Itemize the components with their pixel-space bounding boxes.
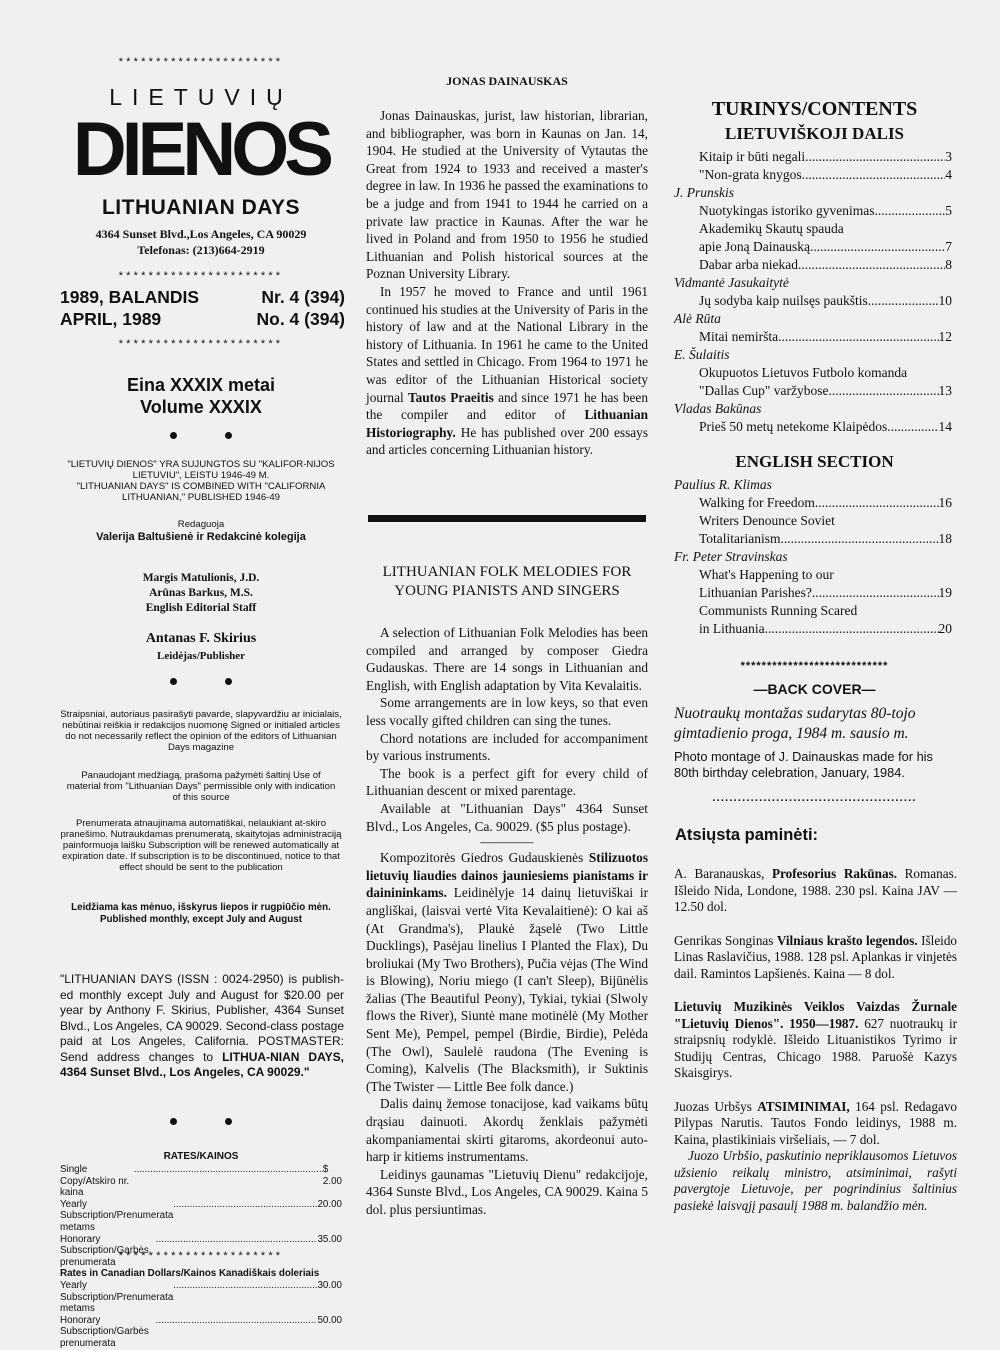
toc-entry bbox=[674, 418, 952, 436]
rate-row: Yearly Subscription/Prenumerata metams ..... 20.00 bbox=[60, 1199, 342, 1234]
issn-text: "LITHUANIAN DAYS (ISSN : 0024-2950) is publish-ed monthly except July and August for $20.00 per year by Anthony F. Skirius, Publisher, 4364 Sunset Blvd., Los Angeles, CA 90029. Second-class postage paid at Los Angeles, California. POSTMASTER: Send address changes to bbox=[60, 972, 344, 1064]
back-cover-lt: Nuotraukų montažas sudarytas 80-tojo gimtadienio proga, 1984 m. sausio m. bbox=[674, 705, 916, 742]
toc-entry bbox=[674, 530, 952, 548]
toc-leader-dots bbox=[781, 530, 939, 548]
issue-block bbox=[60, 286, 345, 330]
toc-entry-title: in Lithuania bbox=[699, 621, 765, 636]
toc-author: Vladas Bakūnas bbox=[674, 401, 762, 416]
toc-leader-dots bbox=[829, 382, 939, 400]
toc-leader-dots bbox=[887, 418, 938, 436]
toc-leader-dots bbox=[875, 202, 946, 220]
toc-entry-title: "Non-grata knygos bbox=[699, 167, 802, 182]
toc-page-number: 10 bbox=[938, 293, 952, 308]
toc-author: E. Šulaitis bbox=[674, 347, 730, 362]
toc-lt-list bbox=[674, 148, 952, 436]
toc-page-number: 16 bbox=[938, 495, 952, 510]
book-entry-quote: Juozo Urbšio, paskutinio nepriklausomos Lietuvos užsienio reikalų ministro, atsiminimai, rašyti pavergtoje Lietuvoje, per pogrindinius šaltinius pasiekė laisvąjį pasaulį 1988 m. balandžio mėn. bbox=[674, 1148, 957, 1213]
toc-entry bbox=[674, 602, 952, 620]
toc-entry bbox=[674, 364, 952, 382]
publisher-role: Leidėjas/Publisher bbox=[156, 650, 245, 662]
journal-name: Tautos Praeitis bbox=[407, 389, 494, 405]
toc-entry bbox=[674, 584, 952, 602]
toc-page-number: 7 bbox=[945, 239, 952, 254]
toc-entry-title: Kitaip ir būti negali bbox=[699, 149, 806, 164]
issue-en-date: APRIL, 1989 bbox=[60, 309, 162, 329]
toc-page-number: 3 bbox=[945, 149, 952, 164]
toc-page-number: 18 bbox=[938, 531, 952, 546]
book-entry: Lietuvių Muzikinės Veiklos Vaizdas Žurnale "Lietuvių Dienos". 1950—1987. 627 nuotraukų ir straipsnių rodyklė. Išleido Lituanistikos Tyrimo ir Studijų Centras, Chicago 1988. Paruošė Kazys Skaisgirys. bbox=[674, 999, 958, 1080]
toc-entry-title: apie Joną Dainauską bbox=[699, 239, 810, 254]
toc-author: Alė Rūta bbox=[674, 311, 721, 326]
article1-paragraph: In 1957 he moved to France and until 1961 continued his studies at the University of Paris in the history of law and at the National Library in the history of Lithuania. In 1961 he came to the United States and settled in Chicago. From 1964 to 1971 he was editor of the Lithuanian Historical society journal Tautos Praeitis and since 1971 he has been the compiler and editor of Lithuanian Historiography. He has published over 200 essays and articles concerning Lithuanian history. bbox=[366, 283, 649, 458]
staff-member: Arūnas Barkus, M.S. bbox=[149, 587, 253, 599]
issn-statement bbox=[60, 972, 344, 1081]
article1-paragraph: Jonas Dainauskas, jurist, law historian, librarian, and bibliographer, was born in Kaunas on Jan. 14, 1904. He studied at the University of Vytautas the Great from 1924 to 1933 and received a master's degree in law. In 1936 he passed the examinations to be a judge and from 1941 to 1944 he carried on a private law practice in Kaunas. After the war he lived in Poland and from 1950 to 1956 he studied Lithuanian and Polish historical sources at the Poznan University Library. bbox=[366, 108, 648, 282]
toc-entry-title: What's Happening to our bbox=[699, 567, 834, 582]
toc-page-number: 4 bbox=[945, 167, 952, 182]
toc-leader-dots bbox=[765, 620, 939, 638]
toc-entry bbox=[674, 494, 952, 512]
star-rule-2: ********************** bbox=[118, 270, 284, 282]
rates-title: RATES/KAINOS bbox=[163, 1151, 239, 1162]
toc-page-number: 13 bbox=[938, 383, 952, 398]
issue-lt-date: 1989, BALANDIS bbox=[60, 287, 200, 307]
toc-entry-title: Communists Running Scared bbox=[699, 603, 858, 618]
toc-author: Paulius R. Klimas bbox=[674, 477, 772, 492]
toc-author: Vidmantė Jasukaitytė bbox=[674, 275, 789, 290]
toc-leader-dots bbox=[805, 148, 945, 166]
toc-page-number: 19 bbox=[938, 585, 952, 600]
volume-lt: Eina XXXIX metai bbox=[126, 375, 276, 395]
toc-entry-title: Jų sodyba kaip nuilsęs paukštis bbox=[699, 293, 868, 308]
toc-author: J. Prunskis bbox=[674, 185, 734, 200]
article2-paragraph: Chord notations are included for accompaniment by various instruments. bbox=[366, 730, 648, 764]
toc-lt-section: LIETUVIŠKOJI DALIS bbox=[724, 124, 905, 143]
book-entry: A. Baranauskas, Profesorius Rakūnas. Romanas. Išleido Nida, Londone, 1988. 230 psl. Kaina JAV — 12.50 dol. bbox=[674, 866, 958, 914]
toc-page-number: 8 bbox=[945, 257, 952, 272]
material-note: Panaudojant medžiagą, prašoma pažymėti šaltinį Use of material from "Lithuanian Days" permissible only with indication of this source bbox=[66, 770, 336, 803]
monthly-note bbox=[65, 902, 337, 925]
toc-page-number: 20 bbox=[938, 621, 952, 636]
dot-rule: ................................................ bbox=[712, 792, 917, 804]
toc-entry bbox=[674, 238, 952, 256]
combined-note-lt: "LIETUVIŲ DIENOS" YRA SUJUNGTOS SU "KALIFOR-NIJOS LIETUVIU", LEISTU 1946-49 M. bbox=[67, 459, 335, 481]
article2-lt-paragraph: Kompozitorės Giedros Gudauskienės Stilizuotos lietuvių liaudies dainos jauniesiems pianistams ir dainininkams. Leidinėlyje 14 dainų lietuviškai ir angliškai, (laisvai vertė Vita Kevalaitienė): O kai aš (At Grandma's), Plaukė žąselė (Two Little Ducklings), Pasėjau linelius I Planted the Flax), Du broliukai (My Two Brothers), Pučia vėjas (The Wind is Blowing), Noriu miego (I can't Sleep), Bijūnėlis žalias (The Beautiful Peony), Tykiai, tykiai (Slwoly flows the River), Siuntė mane motinėlė (My Mother Sent Me), Pempel, pempel (Birdie, Birdie), Pelėda (The Owl), Saulelė raudona (The Evening is Coming), Kalvelis (The Blacksmith), ir Suktinis (The Twister — Little Bee folk dance.) bbox=[366, 850, 649, 1094]
rate-row: Honorary Subscription/Garbės prenumerata ..... 35.00 bbox=[60, 1234, 342, 1269]
article2-body bbox=[366, 624, 648, 1219]
toc-author: Fr. Peter Stravinskas bbox=[674, 549, 788, 564]
volume-en: Volume XXXIX bbox=[140, 397, 262, 417]
star-rule-3: ********************** bbox=[118, 338, 284, 350]
toc-entry bbox=[674, 620, 952, 638]
toc-entry-title: Nuotykingas istoriko gyvenimas bbox=[699, 203, 875, 218]
section-separator: ———— bbox=[480, 834, 534, 850]
article2-paragraph: A selection of Lithuanian Folk Melodies has been compiled and arranged by composer Giedra Gudauskas. There are 14 songs in Lithuanian and English, with English adaptation by Vita Kevalaitis. bbox=[366, 625, 648, 693]
volume-block bbox=[55, 374, 347, 418]
toc-entry-title: Lithuanian Parishes? bbox=[699, 585, 812, 600]
toc-page-number: 5 bbox=[945, 203, 952, 218]
back-cover-en: Photo montage of J. Dainauskas made for his 80th birthday celebration, January, 1984. bbox=[674, 749, 933, 780]
article1-body bbox=[366, 107, 648, 459]
toc-entry bbox=[674, 512, 952, 530]
toc-entry-title: Akademikų Skautų spauda bbox=[699, 221, 844, 236]
issue-en-number: No. 4 (394) bbox=[256, 309, 345, 329]
phone: Telefonas: (213)664-2919 bbox=[137, 243, 265, 257]
toc-page-number: 12 bbox=[938, 329, 952, 344]
subscription-note: Prenumerata atnaujinama automatiškai, nelaukiant at-skiro pranešimo. Nutraukdamas prenumeratą, skaitytojas administraciją painformuoja laišku Subscription will be renewed automatically at expiration date. If subscription is to be discontinued, notice to that effect should be sent to the publication bbox=[60, 818, 342, 873]
star-rule-top: ********************** bbox=[118, 56, 284, 68]
article2-paragraph: The book is a perfect gift for every child of Lithuanian descent or mixed parentage. bbox=[366, 765, 648, 799]
toc-entry bbox=[674, 220, 952, 238]
redaguoja-label: Redaguoja bbox=[177, 519, 225, 530]
toc-leader-dots bbox=[802, 166, 946, 184]
combined-note-en: "LITHUANIAN DAYS" IS COMBINED WITH "CALIFORNIA LITHUANIAN," PUBLISHED 1946-49 bbox=[76, 481, 326, 503]
masthead-lietuviu: LIETUVIŲ bbox=[109, 84, 293, 110]
article2-paragraph: Leidinys gaunamas "Lietuvių Dienu" redakcijoje, 4364 Sunste Blvd., Los Angeles, CA 90029. Kaina 5 dol. plus persiuntimas. bbox=[366, 1166, 648, 1217]
toc-entry-title: Totalitarianism bbox=[699, 531, 781, 546]
star-rule-bottom: ********************** bbox=[118, 1250, 284, 1262]
toc-entry-title: Dabar arba niekad bbox=[699, 257, 798, 272]
toc-leader-dots bbox=[812, 584, 939, 602]
toc-entry-title: Okupuotos Lietuvos Futbolo komanda bbox=[699, 365, 908, 380]
toc-entry-title: Walking for Freedom bbox=[699, 495, 815, 510]
article1-title: JONAS DAINAUSKAS bbox=[446, 74, 568, 88]
book-entry: Juozas Urbšys ATSIMINIMAI, 164 psl. Redagavo Pilypas Narutis. Tautos Fondo leidinys, 1988 m. Kaina, plastikiniais viršeliais, — 7 dol. bbox=[674, 1098, 958, 1147]
rates-canada-title: Rates in Canadian Dollars/Kainos Kanadiškais doleriais bbox=[60, 1268, 320, 1280]
rate-row: Yearly Subscription/Prenumerata metams ..... 30.00 bbox=[60, 1280, 342, 1315]
toc-leader-dots bbox=[798, 256, 945, 274]
toc-entry bbox=[674, 256, 952, 274]
staff-role: English Editorial Staff bbox=[145, 602, 257, 614]
toc-entry bbox=[674, 166, 952, 184]
star-rule-backcover: **************************** bbox=[740, 660, 889, 672]
masthead-dienos-logo: DIENOS bbox=[72, 107, 330, 192]
journal-name: Lithuanian Historiography. bbox=[366, 407, 649, 440]
monthly-lt: Leidžiama kas mėnuo, išskyrus liepos ir rugpiūčio mėn. bbox=[71, 902, 331, 913]
toc-leader-dots bbox=[810, 238, 945, 256]
rate-row: Honorary Subscription/Garbės prenumerata ..... 50.00 bbox=[60, 1315, 342, 1350]
article2-paragraph: Available at "Lithuanian Days" 4364 Sunset Blvd., Los Angeles, Ca. 90029. ($5 plus postage). bbox=[366, 800, 648, 834]
toc-en-section: ENGLISH SECTION bbox=[735, 452, 894, 471]
toc-leader-dots bbox=[778, 328, 938, 346]
toc-entry bbox=[674, 328, 952, 346]
toc-entry-title: "Dallas Cup" varžybose bbox=[699, 383, 829, 398]
toc-leader-dots bbox=[815, 494, 939, 512]
masthead-lithuanian-days: LITHUANIAN DAYS bbox=[101, 196, 301, 219]
dot-divider-3 bbox=[55, 1118, 347, 1125]
editors: Valerija Baltušienė ir Redakcinė kolegija bbox=[96, 531, 306, 543]
dot-divider-2 bbox=[55, 678, 347, 685]
received-list bbox=[674, 866, 957, 1214]
toc-page-number: 14 bbox=[938, 419, 952, 434]
toc-title: TURINYS/CONTENTS bbox=[711, 98, 918, 120]
article2-title: LITHUANIAN FOLK MELODIES FOR YOUNG PIANISTS AND SINGERS bbox=[382, 564, 632, 599]
staff-block bbox=[55, 571, 347, 616]
issn-postmaster-address: LITHUA-NIAN DAYS, 4364 Sunset Blvd., Los Angeles, CA 90029." bbox=[60, 1049, 344, 1079]
toc-entry bbox=[674, 566, 952, 584]
staff-member: Margis Matulionis, J.D. bbox=[142, 572, 260, 584]
back-cover-title: —BACK COVER— bbox=[753, 681, 876, 697]
received-title: Atsiųsta paminėti: bbox=[675, 826, 819, 844]
toc-entry-title: Writers Denounce Soviet bbox=[699, 513, 835, 528]
address: 4364 Sunset Blvd.,Los Angeles, CA 90029 bbox=[95, 227, 307, 241]
book-entry: Genrikas Songinas Vilniaus krašto legendos. Išleido Linas Raslavičius, 1988. 128 psl. Aplankas ir vinjetės dail. Ramintos Lapšienės. Kaina — 8 dol. bbox=[674, 932, 958, 981]
heavy-rule bbox=[368, 515, 646, 522]
article2-paragraph: Some arrangements are in low keys, so that even less vocally gifted children can sing the tunes. bbox=[366, 695, 648, 728]
disclaimer: Straipsniai, autoriaus pasirašyti pavarde, slapyvardžiu ar inicialais, nebūtinai reiškia ir redakcijos nuomonę Signed or initialed articles do not necessarily reflect the opinion of the editors of Lithuanian Days magazine bbox=[60, 709, 342, 753]
book-title: Stilizuotos lietuvių liaudies dainos jauniesiems pianistams ir dainininkams. bbox=[366, 850, 648, 901]
monthly-en: Published monthly, except July and August bbox=[100, 913, 302, 925]
publisher-name: Antanas F. Skirius bbox=[145, 631, 257, 646]
dot-divider-1 bbox=[55, 432, 347, 439]
rate-row: Single Copy/Atskiro nr. kaina ..... $ 2.00 bbox=[60, 1164, 342, 1199]
toc-entry bbox=[674, 148, 952, 166]
toc-entry-title: Prieš 50 metų netekome Klaipėdos bbox=[699, 419, 888, 434]
article2-paragraph: Dalis dainų žemose tonacijose, kad vaikams būtų drąsiau dainuoti. Akordų ženklais pažymėti akompaniamentai skirti gitaroms, akordeonui auto-harp ir kitiems instrumentams. bbox=[366, 1096, 648, 1165]
toc-entry bbox=[674, 202, 952, 220]
toc-entry bbox=[674, 382, 952, 400]
toc-leader-dots bbox=[868, 292, 939, 310]
issue-lt-number: Nr. 4 (394) bbox=[261, 287, 345, 307]
toc-entry-title: Mitai nemiršta bbox=[699, 329, 779, 344]
toc-entry bbox=[674, 292, 952, 310]
toc-en-list bbox=[674, 476, 952, 638]
